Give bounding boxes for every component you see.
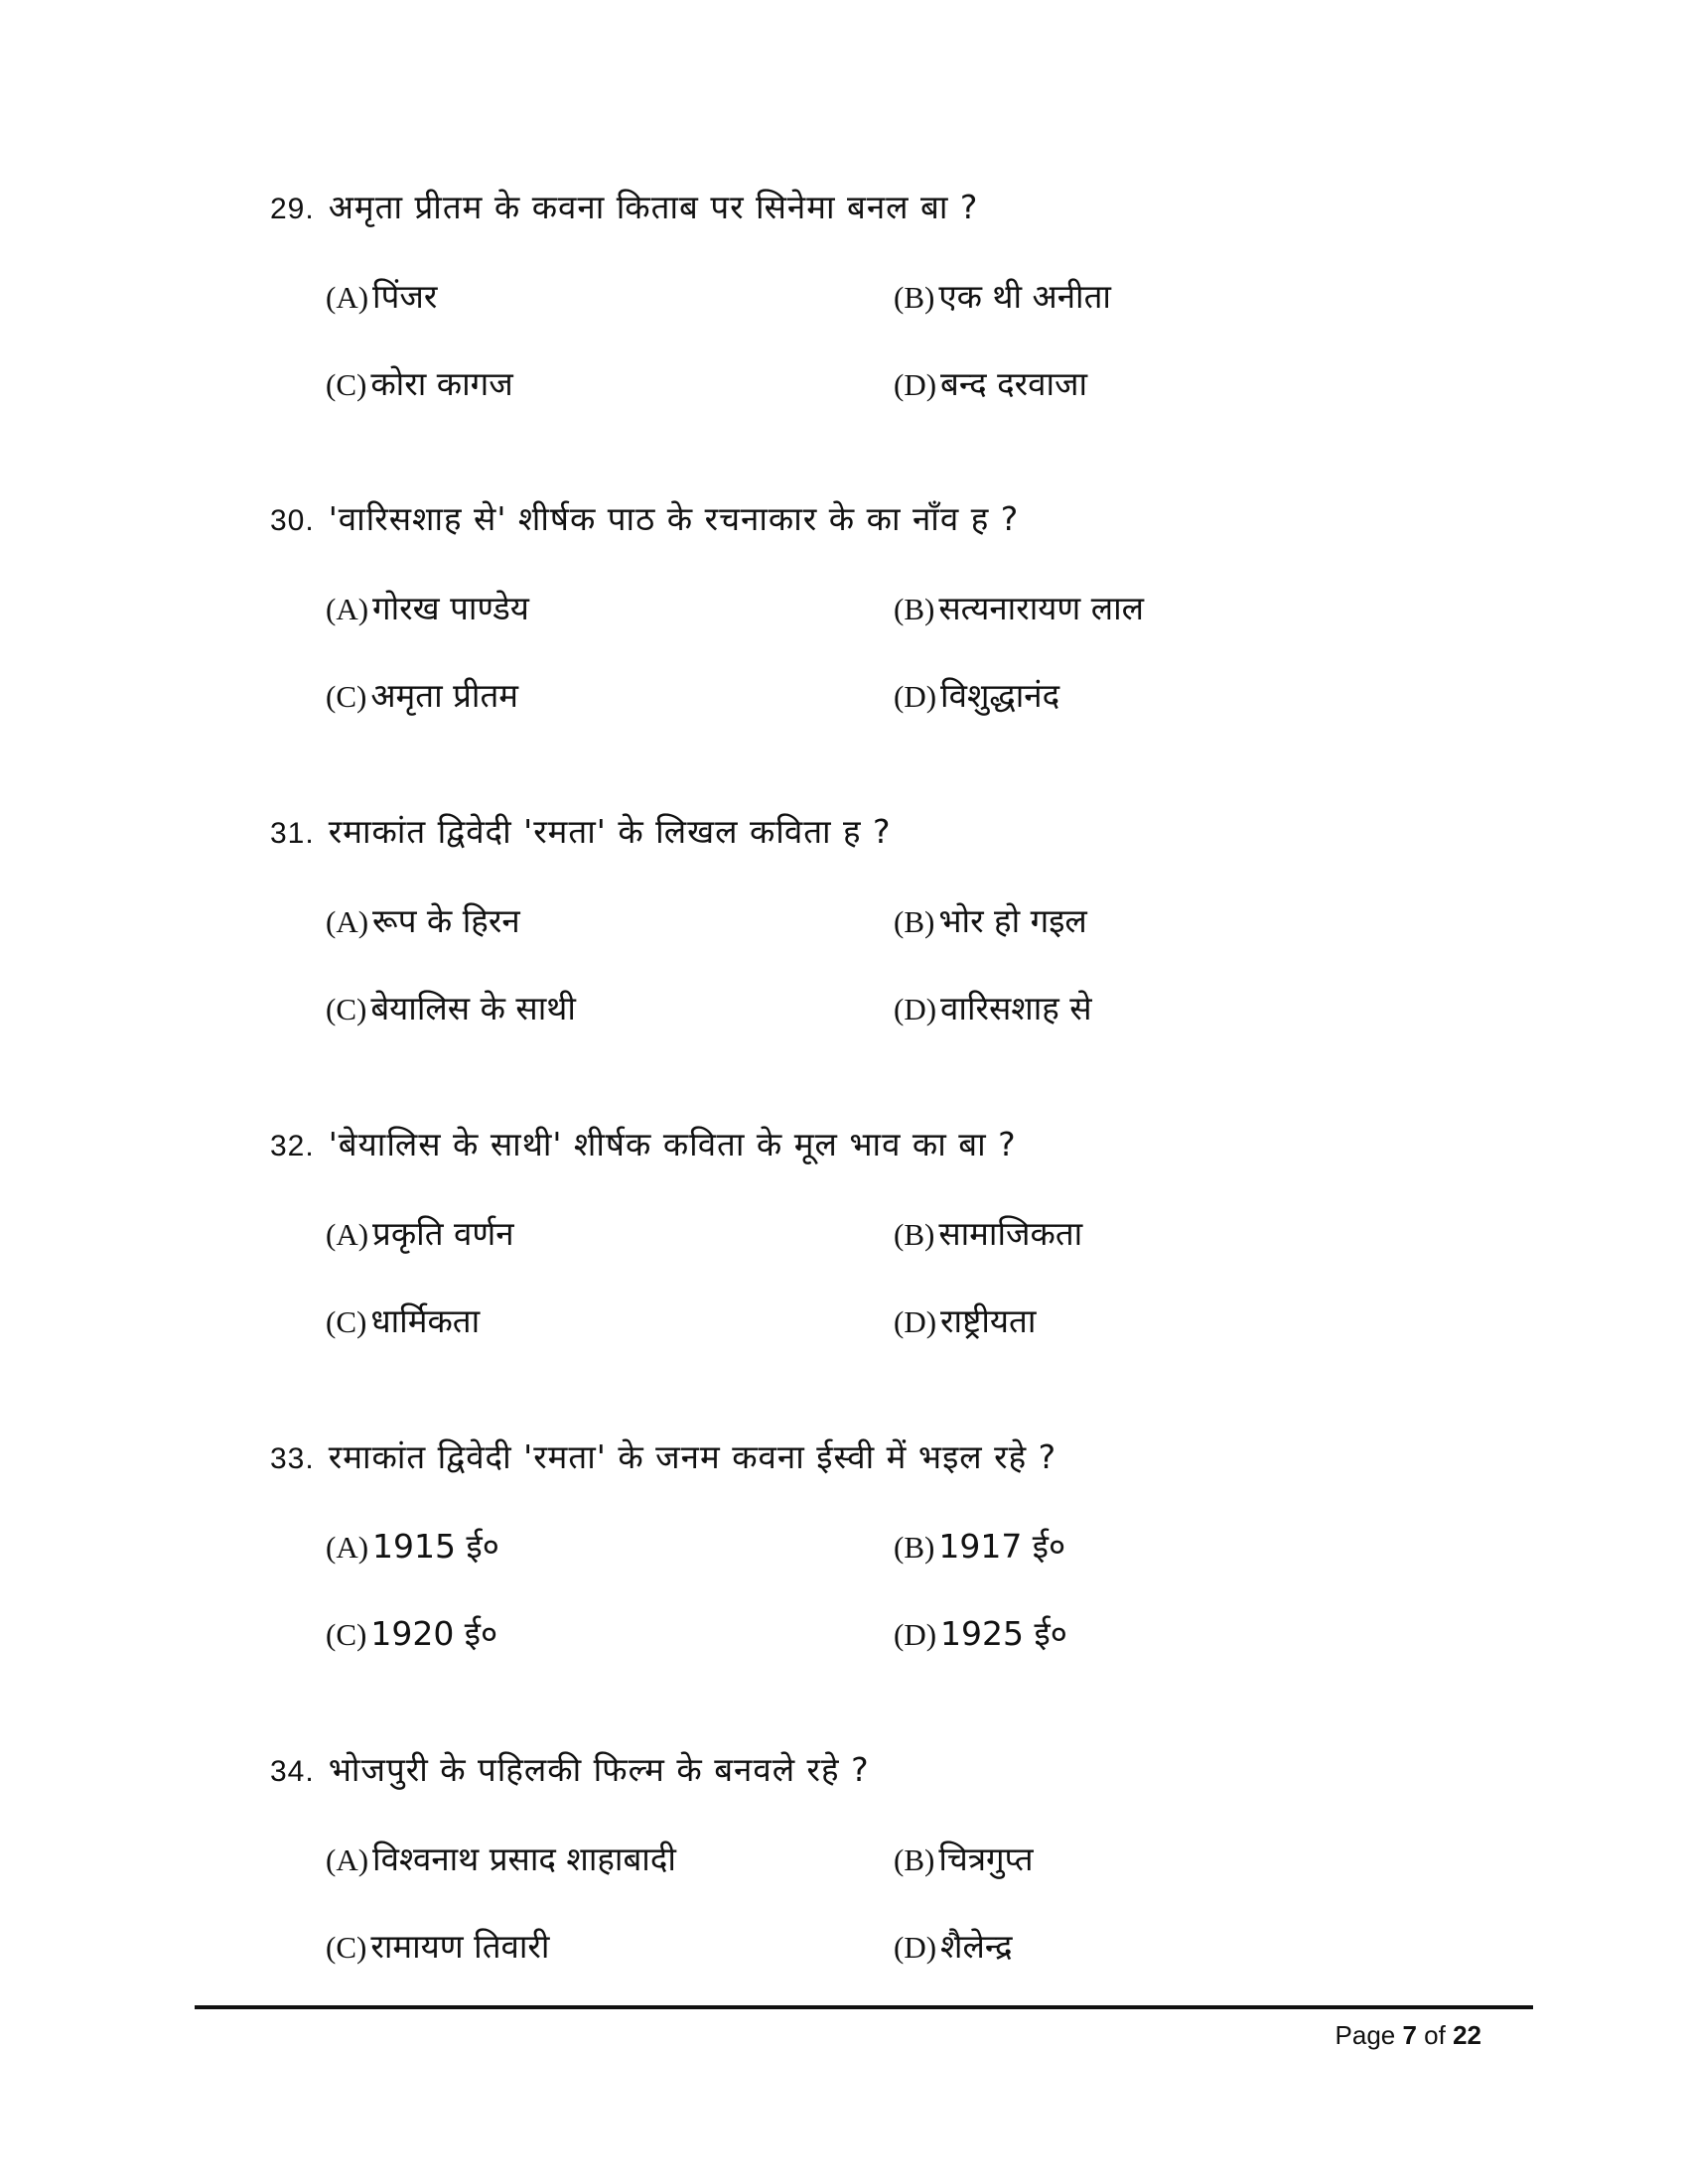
option-text: बेयालिस के साथी xyxy=(370,989,576,1027)
option-text: भोर हो गइल xyxy=(938,901,1087,940)
question-stem xyxy=(270,1747,1462,1795)
option-b xyxy=(894,274,1111,321)
option-b xyxy=(894,586,1144,632)
option-d xyxy=(894,1924,1013,1971)
question-stem xyxy=(270,496,1462,544)
option-row xyxy=(270,361,1462,407)
page-middle: of xyxy=(1416,2020,1454,2050)
question-text: 'वारिसशाह से' शीर्षक पाठ के रचनाकार के का नाँव ह ? xyxy=(328,499,1020,538)
footer-divider xyxy=(195,2005,1533,2009)
option-text: रूप के हिरन xyxy=(372,901,520,940)
option-letter: (C) xyxy=(326,992,367,1026)
option-text: राष्ट्रीयता xyxy=(940,1301,1037,1340)
option-letter: (D) xyxy=(894,992,937,1026)
option-text: विश्वनाथ प्रसाद शाहाबादी xyxy=(372,1840,676,1878)
option-d xyxy=(894,1298,1036,1345)
option-c xyxy=(326,1924,549,1971)
option-letter: (B) xyxy=(894,904,935,939)
question-33 xyxy=(270,1434,1462,1657)
option-letter: (B) xyxy=(894,280,935,315)
question-text: 'बेयालिस के साथी' शीर्षक कविता के मूल भाव का बा ? xyxy=(328,1125,1017,1163)
option-letter: (C) xyxy=(326,367,367,402)
option-letter: (D) xyxy=(894,679,937,714)
question-stem xyxy=(270,185,1462,232)
option-letter: (C) xyxy=(326,1617,367,1652)
question-stem xyxy=(270,1434,1462,1482)
option-text: 1915 ई० xyxy=(372,1527,499,1566)
option-row xyxy=(270,898,1462,944)
option-letter: (B) xyxy=(894,592,935,626)
page-prefix: Page xyxy=(1335,2020,1403,2050)
question-number: 32. xyxy=(270,1130,315,1162)
option-text: सत्यनारायण लाल xyxy=(938,589,1145,627)
option-text: चित्रगुप्त xyxy=(938,1840,1034,1878)
option-d xyxy=(894,986,1092,1032)
option-c xyxy=(326,1298,480,1345)
option-row xyxy=(270,673,1462,719)
page-number xyxy=(1336,2017,1481,2053)
option-text: 1917 ई० xyxy=(938,1527,1066,1566)
question-number: 33. xyxy=(270,1442,315,1475)
option-d xyxy=(894,1611,1067,1658)
option-text: सामाजिकता xyxy=(938,1214,1083,1253)
option-letter: (D) xyxy=(894,1304,937,1339)
option-row xyxy=(270,986,1462,1031)
question-31 xyxy=(270,809,1462,1031)
option-a xyxy=(326,586,529,632)
option-row xyxy=(270,1211,1462,1257)
option-letter: (C) xyxy=(326,1304,367,1339)
question-number: 30. xyxy=(270,504,315,537)
option-b xyxy=(894,1211,1082,1258)
option-c xyxy=(326,361,513,408)
page-total: 22 xyxy=(1453,2020,1481,2050)
option-letter: (B) xyxy=(894,1530,935,1565)
option-text: बन्द दरवाजा xyxy=(940,364,1088,403)
option-letter: (C) xyxy=(326,679,367,714)
option-a xyxy=(326,1837,676,1883)
question-text: रमाकांत द्विवेदी 'रमता' के जनम कवना ईस्वी में भइल रहे ? xyxy=(328,1437,1057,1476)
option-letter: (B) xyxy=(894,1217,935,1252)
option-b xyxy=(894,1837,1034,1883)
option-letter: (D) xyxy=(894,367,937,402)
option-text: कोरा कागज xyxy=(370,364,513,403)
option-text: धार्मिकता xyxy=(370,1301,481,1340)
option-text: गोरख पाण्डेय xyxy=(372,589,529,627)
option-letter: (A) xyxy=(326,280,369,315)
option-text: प्रकृति वर्णन xyxy=(372,1214,514,1253)
option-a xyxy=(326,274,437,321)
option-text: विशुद्धानंद xyxy=(940,676,1060,715)
option-text: रामायण तिवारी xyxy=(370,1927,550,1966)
question-30 xyxy=(270,496,1462,719)
question-text: अमृता प्रीतम के कवना किताब पर सिनेमा बनल बा ? xyxy=(328,188,979,226)
option-letter: (B) xyxy=(894,1843,935,1877)
option-letter: (A) xyxy=(326,1843,369,1877)
option-text: 1925 ई० xyxy=(940,1614,1067,1653)
option-row xyxy=(270,1298,1462,1344)
option-a xyxy=(326,898,520,945)
option-d xyxy=(894,361,1087,408)
option-text: एक थी अनीता xyxy=(938,277,1111,316)
question-stem xyxy=(270,1122,1462,1169)
option-text: अमृता प्रीतम xyxy=(370,676,518,715)
option-b xyxy=(894,898,1087,945)
option-letter: (C) xyxy=(326,1930,367,1965)
option-letter: (D) xyxy=(894,1617,937,1652)
option-row xyxy=(270,1924,1462,1970)
question-number: 29. xyxy=(270,193,315,225)
option-d xyxy=(894,673,1059,720)
option-letter: (A) xyxy=(326,592,369,626)
option-text: पिंजर xyxy=(372,277,438,316)
question-34 xyxy=(270,1747,1462,1970)
option-row xyxy=(270,274,1462,320)
option-b xyxy=(894,1524,1065,1570)
option-a xyxy=(326,1524,499,1570)
option-letter: (D) xyxy=(894,1930,937,1965)
option-letter: (A) xyxy=(326,1217,369,1252)
option-text: शैलेन्द्र xyxy=(940,1927,1013,1966)
option-row xyxy=(270,1524,1462,1570)
question-number: 31. xyxy=(270,817,315,850)
option-c xyxy=(326,673,518,720)
page-current: 7 xyxy=(1402,2020,1417,2050)
question-29 xyxy=(270,185,1462,407)
question-32 xyxy=(270,1122,1462,1344)
option-c xyxy=(326,1611,497,1658)
question-number: 34. xyxy=(270,1755,315,1788)
option-a xyxy=(326,1211,514,1258)
question-text: रमाकांत द्विवेदी 'रमता' के लिखल कविता ह ? xyxy=(328,812,892,851)
option-letter: (A) xyxy=(326,904,369,939)
option-row xyxy=(270,1837,1462,1882)
question-stem xyxy=(270,809,1462,857)
option-row xyxy=(270,1611,1462,1657)
option-c xyxy=(326,986,576,1032)
option-text: 1920 ई० xyxy=(370,1614,498,1653)
question-text: भोजपुरी के पहिलकी फिल्म के बनवले रहे ? xyxy=(328,1750,870,1789)
option-text: वारिसशाह से xyxy=(940,989,1092,1027)
option-row xyxy=(270,586,1462,631)
option-letter: (A) xyxy=(326,1530,369,1565)
